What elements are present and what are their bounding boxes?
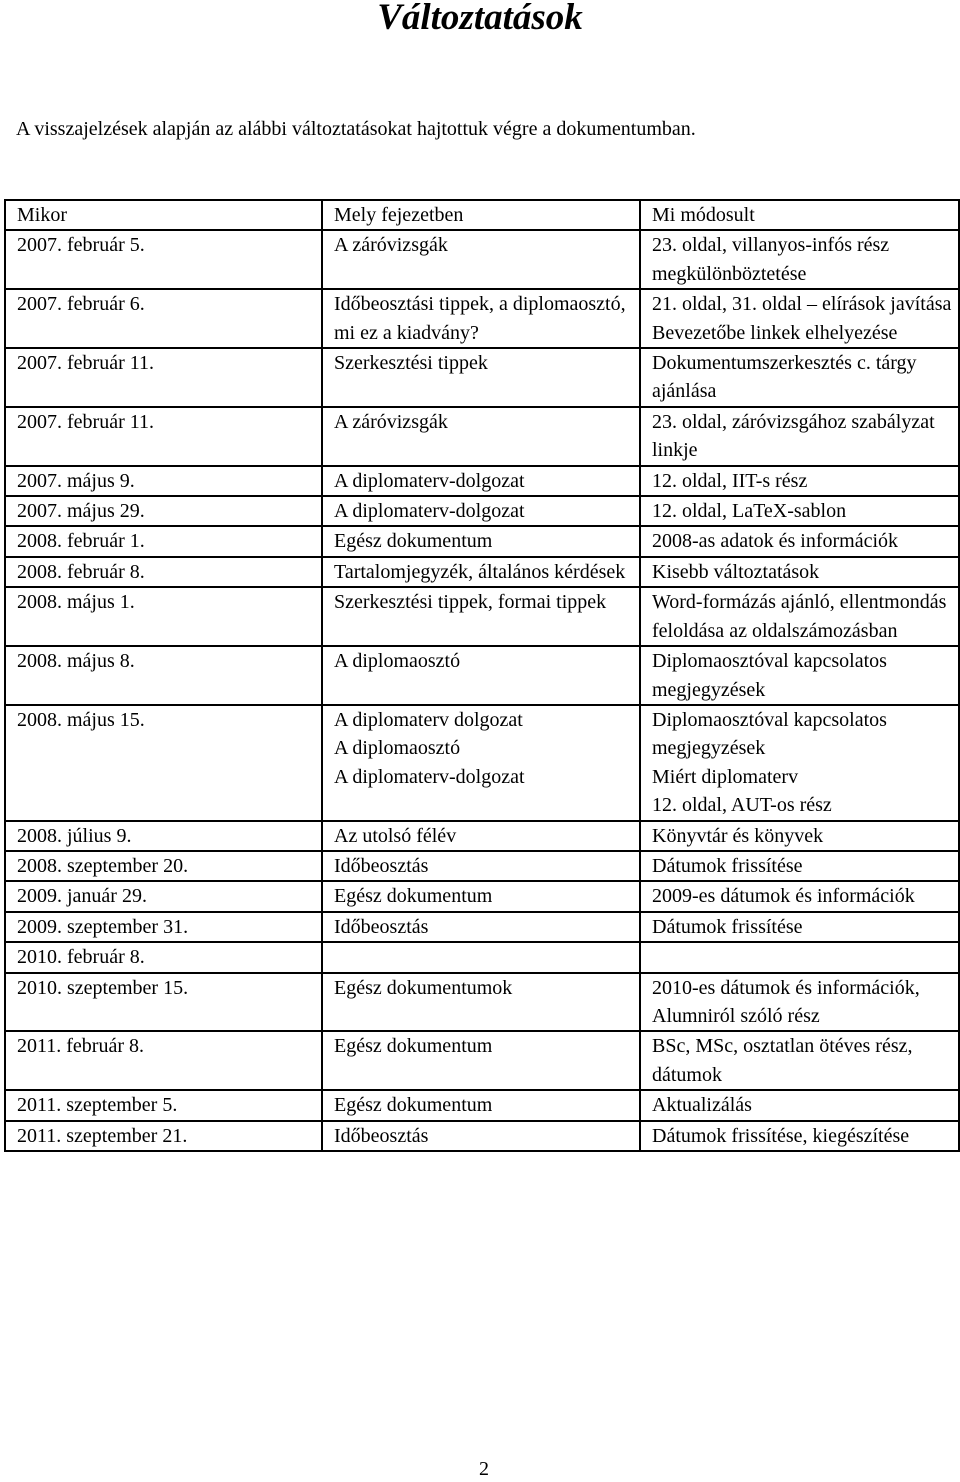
chapter-line: Tartalomjegyzék, általános kérdések [334, 560, 626, 583]
cell-chapter [322, 526, 640, 556]
cell-when: 2011. február 8. [5, 1031, 322, 1090]
chapter-line: Egész dokumentum [334, 885, 493, 908]
page-number: 2 [479, 1458, 489, 1480]
change-line: Diplomaosztóval kapcsolatos megjegyzések [652, 708, 887, 760]
cell-change [640, 973, 959, 1032]
table-row [5, 526, 959, 556]
table-row [5, 466, 959, 496]
cell-chapter [322, 942, 640, 972]
cell-chapter [322, 851, 640, 881]
cell-change [640, 1031, 959, 1090]
chapter-line: Időbeosztás [334, 915, 429, 938]
chapter-line: Szerkesztési tippek, formai tippek [334, 591, 607, 614]
table-row [5, 973, 959, 1032]
chapter-line: A diplomaterv-dolgozat [334, 500, 525, 523]
table-row [5, 557, 959, 587]
table-row [5, 1121, 959, 1151]
change-line: Word-formázás ajánló, ellentmondás feloldása az oldalszámozásban [652, 591, 947, 642]
change-line: Dokumentumszerkesztés c. tárgy ajánlása [652, 352, 917, 403]
cell-when: 2008. július 9. [5, 821, 322, 851]
cell-when: 2010. február 8. [5, 942, 322, 972]
chapter-line: A diplomaosztó [334, 650, 461, 673]
change-line: Aktualizálás [652, 1094, 752, 1117]
cell-chapter [322, 557, 640, 587]
cell-chapter [322, 1031, 640, 1090]
table-row [5, 821, 959, 851]
table-row [5, 942, 959, 972]
cell-when: 2007. február 11. [5, 407, 322, 466]
cell-change [640, 230, 959, 289]
chapter-line: A diplomaterv-dolgozat [334, 765, 525, 788]
header-when: Mikor [5, 200, 322, 230]
cell-when: 2008. május 15. [5, 705, 322, 821]
cell-change [640, 851, 959, 881]
cell-when: 2009. január 29. [5, 881, 322, 911]
cell-change [640, 289, 959, 348]
change-line: Miért diplomaterv [652, 765, 799, 788]
cell-change [640, 705, 959, 821]
cell-chapter [322, 1121, 640, 1151]
cell-chapter [322, 289, 640, 348]
table-row [5, 881, 959, 911]
chapter-line: Egész dokumentum [334, 1094, 493, 1117]
change-line: Dátumok frissítése [652, 854, 803, 877]
table-row [5, 587, 959, 646]
table-row [5, 646, 959, 705]
header-change: Mi módosult [640, 200, 959, 230]
change-line: Dátumok frissítése [652, 915, 803, 938]
chapter-line: A záróvizsgák [334, 234, 448, 257]
cell-chapter [322, 587, 640, 646]
cell-chapter [322, 881, 640, 911]
cell-when: 2010. szeptember 15. [5, 973, 322, 1032]
cell-chapter [322, 973, 640, 1032]
cell-change [640, 881, 959, 911]
cell-change [640, 942, 959, 972]
cell-chapter [322, 230, 640, 289]
table-row [5, 289, 959, 348]
cell-change [640, 821, 959, 851]
cell-chapter [322, 496, 640, 526]
chapter-line: A diplomaterv dolgozat [334, 708, 523, 731]
cell-chapter [322, 646, 640, 705]
change-line: 12. oldal, IIT-s rész [652, 469, 808, 492]
table-row [5, 705, 959, 821]
cell-change [640, 407, 959, 466]
cell-chapter [322, 705, 640, 821]
cell-change [640, 646, 959, 705]
cell-when: 2007. május 29. [5, 496, 322, 526]
cell-change [640, 496, 959, 526]
cell-when: 2009. szeptember 31. [5, 912, 322, 942]
cell-when: 2011. szeptember 5. [5, 1090, 322, 1120]
cell-when: 2008. szeptember 20. [5, 851, 322, 881]
cell-when: 2008. február 1. [5, 526, 322, 556]
cell-change [640, 1121, 959, 1151]
chapter-line: Egész dokumentum [334, 1035, 493, 1058]
table-row [5, 851, 959, 881]
changes-table [4, 199, 960, 1152]
chapter-line: Egész dokumentumok [334, 976, 513, 999]
cell-chapter [322, 348, 640, 407]
chapter-line [334, 943, 635, 971]
chapter-line: Egész dokumentum [334, 530, 493, 553]
chapter-line: Az utolsó félév [334, 824, 457, 847]
table-header-row [5, 200, 959, 230]
change-line: 2008-as adatok és információk [652, 530, 899, 553]
cell-change [640, 587, 959, 646]
chapter-line: Időbeosztás [334, 1124, 429, 1147]
changes-table-body [5, 230, 959, 1151]
table-row [5, 912, 959, 942]
cell-when: 2011. szeptember 21. [5, 1121, 322, 1151]
change-line: 23. oldal, záróvizsgához szabályzat linkje [652, 410, 935, 462]
table-row [5, 1090, 959, 1120]
change-line: BSc, MSc, osztatlan ötéves rész, dátumok [652, 1035, 913, 1086]
table-row [5, 496, 959, 526]
cell-change [640, 1090, 959, 1120]
cell-change [640, 526, 959, 556]
intro-paragraph: A visszajelzések alapján az alábbi változtatásokat hajtottuk végre a dokumentumban. [16, 118, 696, 140]
change-line: 12. oldal, AUT-os rész [652, 794, 832, 817]
cell-change [640, 348, 959, 407]
cell-when: 2007. február 11. [5, 348, 322, 407]
cell-chapter [322, 821, 640, 851]
header-chapter: Mely fejezetben [322, 200, 640, 230]
page-title: Változtatások [377, 0, 583, 38]
chapter-line: Időbeosztás [334, 854, 429, 877]
change-line: Diplomaosztóval kapcsolatos megjegyzések [652, 650, 887, 701]
chapter-line: A diplomaterv-dolgozat [334, 469, 525, 492]
cell-when: 2007. május 9. [5, 466, 322, 496]
table-row [5, 230, 959, 289]
change-line: 2010-es dátumok és információk, Alumniról szóló rész [652, 976, 920, 1027]
cell-chapter [322, 407, 640, 466]
cell-when: 2007. február 5. [5, 230, 322, 289]
chapter-line: Időbeosztási tippek, a diplomaosztó, mi ez a kiadvány? [334, 293, 626, 344]
cell-when: 2008. május 1. [5, 587, 322, 646]
chapter-line: A záróvizsgák [334, 410, 448, 433]
change-line: Könyvtár és könyvek [652, 824, 824, 847]
cell-chapter [322, 1090, 640, 1120]
change-line [652, 943, 954, 971]
cell-when: 2007. február 6. [5, 289, 322, 348]
cell-when: 2008. május 8. [5, 646, 322, 705]
cell-chapter [322, 466, 640, 496]
table-row [5, 348, 959, 407]
chapter-line: A diplomaosztó [334, 737, 461, 760]
cell-chapter [322, 912, 640, 942]
cell-change [640, 557, 959, 587]
cell-change [640, 466, 959, 496]
change-line: 12. oldal, LaTeX-sablon [652, 500, 847, 523]
table-row [5, 407, 959, 466]
chapter-line: Szerkesztési tippek [334, 352, 488, 375]
cell-when: 2008. február 8. [5, 557, 322, 587]
change-line: 21. oldal, 31. oldal – elírások javítása [652, 293, 952, 316]
cell-change [640, 912, 959, 942]
change-line: Kisebb változtatások [652, 560, 820, 583]
table-row [5, 1031, 959, 1090]
change-line: 23. oldal, villanyos-infós rész megkülönböztetése [652, 234, 890, 285]
change-line: Bevezetőbe linkek elhelyezése [652, 321, 898, 344]
change-line: Dátumok frissítése, kiegészítése [652, 1124, 910, 1147]
change-line: 2009-es dátumok és információk [652, 885, 915, 908]
